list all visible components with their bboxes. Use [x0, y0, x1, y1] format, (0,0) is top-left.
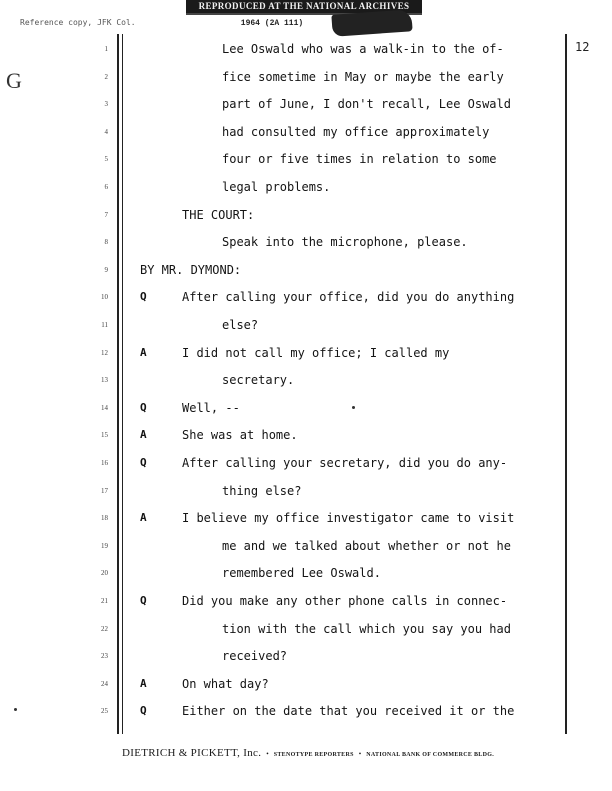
speaker-marker: Q [140, 704, 147, 718]
transcript-line [0, 587, 612, 615]
transcript-line [0, 697, 612, 725]
line-number: 14 [101, 403, 108, 412]
reporter-footer [122, 747, 562, 759]
line-number: 2 [104, 72, 108, 81]
speaker-marker: Q [140, 594, 147, 607]
margin-mark: G [6, 68, 22, 93]
transcript-line [0, 670, 612, 698]
transcript-line [0, 90, 612, 118]
line-number: 7 [104, 210, 108, 219]
line-number: 12 [101, 348, 108, 357]
line-text: remembered Lee Oswald. [222, 566, 381, 581]
transcript-line [0, 35, 612, 63]
speaker-marker: A [140, 511, 147, 525]
reporter-firm: DIETRICH & PICKETT, Inc. [122, 747, 262, 759]
line-text: received? [222, 649, 288, 664]
reporter-service: STENOTYPE REPORTERS [273, 752, 354, 758]
line-text: secretary. [222, 373, 295, 388]
line-text: had consulted my office approximately [222, 124, 490, 139]
line-text: After calling your office, did you do anything [182, 290, 515, 305]
line-text: Either on the date that you received it or the [182, 704, 515, 719]
line-number: 3 [104, 100, 108, 109]
transcript-line [0, 559, 612, 587]
bullet-icon: • [266, 750, 269, 758]
line-number: 20 [101, 569, 108, 578]
page-number: 12 [575, 40, 590, 54]
line-number: 6 [104, 183, 108, 191]
line-number: 15 [101, 431, 108, 440]
line-text: fice sometime in May or maybe the early [222, 69, 504, 84]
line-text: Lee Oswald who was a walk-in to the of- [222, 42, 504, 56]
line-number: 16 [101, 459, 108, 467]
transcript-line [0, 201, 612, 229]
line-number: 17 [101, 486, 108, 495]
transcript-line [0, 256, 612, 284]
line-number: 5 [104, 155, 108, 164]
line-text: else? [222, 318, 259, 332]
transcript-line [0, 118, 612, 146]
line-text: me and we talked about whether or not he [222, 538, 511, 553]
line-text: She was at home. [182, 428, 298, 443]
line-number: 19 [101, 541, 108, 550]
reference-copy-note: Reference copy, JFK Col. [20, 18, 136, 27]
line-text: I believe my office investigator came to visit [182, 511, 515, 526]
line-number: 25 [101, 707, 108, 716]
transcript-line [0, 615, 612, 643]
line-number: 10 [101, 293, 108, 302]
transcript-line [0, 394, 612, 422]
transcript-line [0, 339, 612, 367]
speaker-marker: Q [140, 400, 147, 414]
line-text: legal problems. [222, 180, 331, 194]
transcript-line [0, 311, 612, 339]
line-number: 4 [104, 127, 108, 136]
transcript-line [0, 366, 612, 394]
transcript-line [0, 145, 612, 173]
line-number: 11 [101, 321, 108, 329]
reporter-address: NATIONAL BANK OF COMMERCE BLDG. [366, 752, 495, 758]
line-number: 13 [101, 376, 108, 385]
line-text: THE COURT: [182, 207, 255, 222]
speaker-marker: A [140, 345, 147, 359]
line-number: 8 [104, 238, 108, 247]
transcript-line [0, 477, 612, 505]
speaker-marker: Q [140, 456, 147, 469]
ink-blot [331, 9, 412, 37]
line-text: four or five times in relation to some [222, 152, 497, 167]
transcript-line [0, 283, 612, 311]
line-text: Speak into the microphone, please. [222, 235, 468, 250]
transcript-line [0, 532, 612, 560]
scan-speck [352, 406, 355, 409]
line-number: 23 [101, 652, 108, 661]
line-number: 22 [101, 624, 108, 633]
line-number: 24 [101, 679, 108, 688]
transcript-line [0, 642, 612, 670]
transcript-line [0, 63, 612, 91]
line-number: 1 [104, 45, 108, 53]
line-number: 9 [104, 265, 108, 274]
line-text: On what day? [182, 676, 269, 691]
line-text: part of June, I don't recall, Lee Oswald [222, 97, 511, 112]
line-text: Well, -- [182, 400, 240, 415]
line-text: thing else? [222, 483, 302, 498]
bullet-icon: • [358, 750, 362, 758]
line-number: 21 [101, 597, 108, 605]
transcript-line [0, 421, 612, 449]
line-number: 18 [101, 514, 108, 523]
line-text: tion with the call which you say you had [222, 621, 511, 636]
speaker-marker: A [140, 428, 147, 442]
stamp-subtext: 1964 (2A 111) [240, 19, 304, 28]
line-text: I did not call my office; I called my [182, 345, 450, 360]
line-text: Did you make any other phone calls in connec- [182, 594, 508, 608]
speaker-marker: Q [140, 290, 147, 304]
line-text: After calling your secretary, did you do any- [182, 456, 508, 470]
transcript-line [0, 173, 612, 201]
line-text: BY MR. DYMOND: [140, 262, 242, 277]
transcript-line [0, 228, 612, 256]
transcript-line [0, 504, 612, 532]
archives-stamp: REPRODUCED AT THE NATIONAL ARCHIVES [186, 0, 422, 15]
speaker-marker: A [140, 676, 147, 690]
transcript-line [0, 449, 612, 477]
scan-speck [14, 708, 17, 711]
